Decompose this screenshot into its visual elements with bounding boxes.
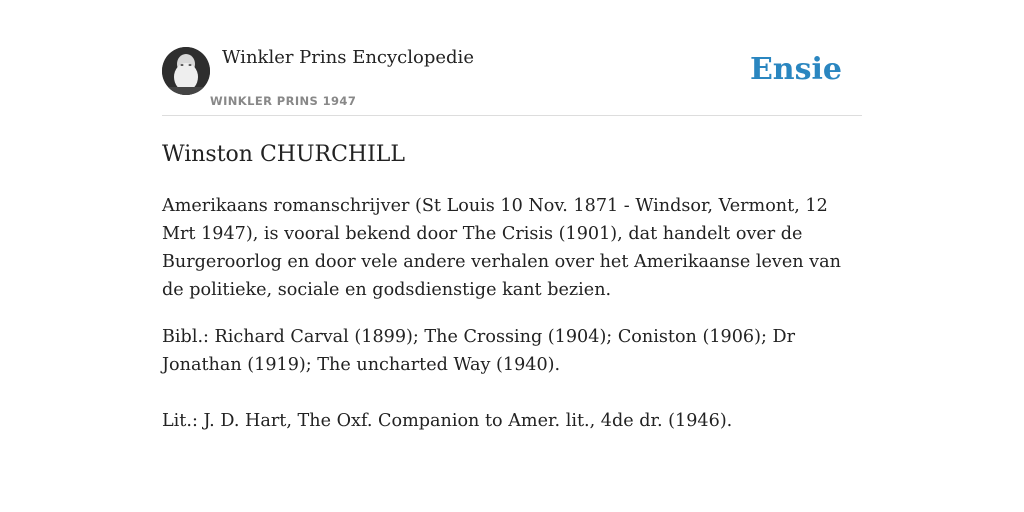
article-paragraph-description: Amerikaans romanschrijver (St Louis 10 Nov. 1871 - Windsor, Vermont, 12 Mrt 1947), is vooral bekend door The Crisis (1901), dat handelt over de Burgeroorlog en door vele andere verhalen over het Amerikaanse leven van de politieke, sociale en godsdienstige kant bezien. bbox=[162, 196, 841, 300]
avatar[interactable] bbox=[162, 47, 210, 95]
page bbox=[162, 0, 862, 512]
header bbox=[162, 0, 862, 116]
article-paragraph-bibliography: Bibl.: Richard Carval (1899); The Crossing (1904); Coniston (1906); Dr Jonathan (1919); The uncharted Way (1940). bbox=[162, 327, 795, 375]
portrait-icon bbox=[162, 47, 210, 95]
ensie-logo[interactable]: Ensie bbox=[749, 52, 842, 87]
edition-label[interactable]: WINKLER PRINS 1947 bbox=[210, 94, 357, 108]
article-title: Winston CHURCHILL bbox=[162, 142, 406, 167]
article-paragraph-literature: Lit.: J. D. Hart, The Oxf. Companion to Amer. lit., 4de dr. (1946). bbox=[162, 411, 733, 431]
site-title[interactable]: Winkler Prins Encyclopedie bbox=[222, 47, 474, 68]
